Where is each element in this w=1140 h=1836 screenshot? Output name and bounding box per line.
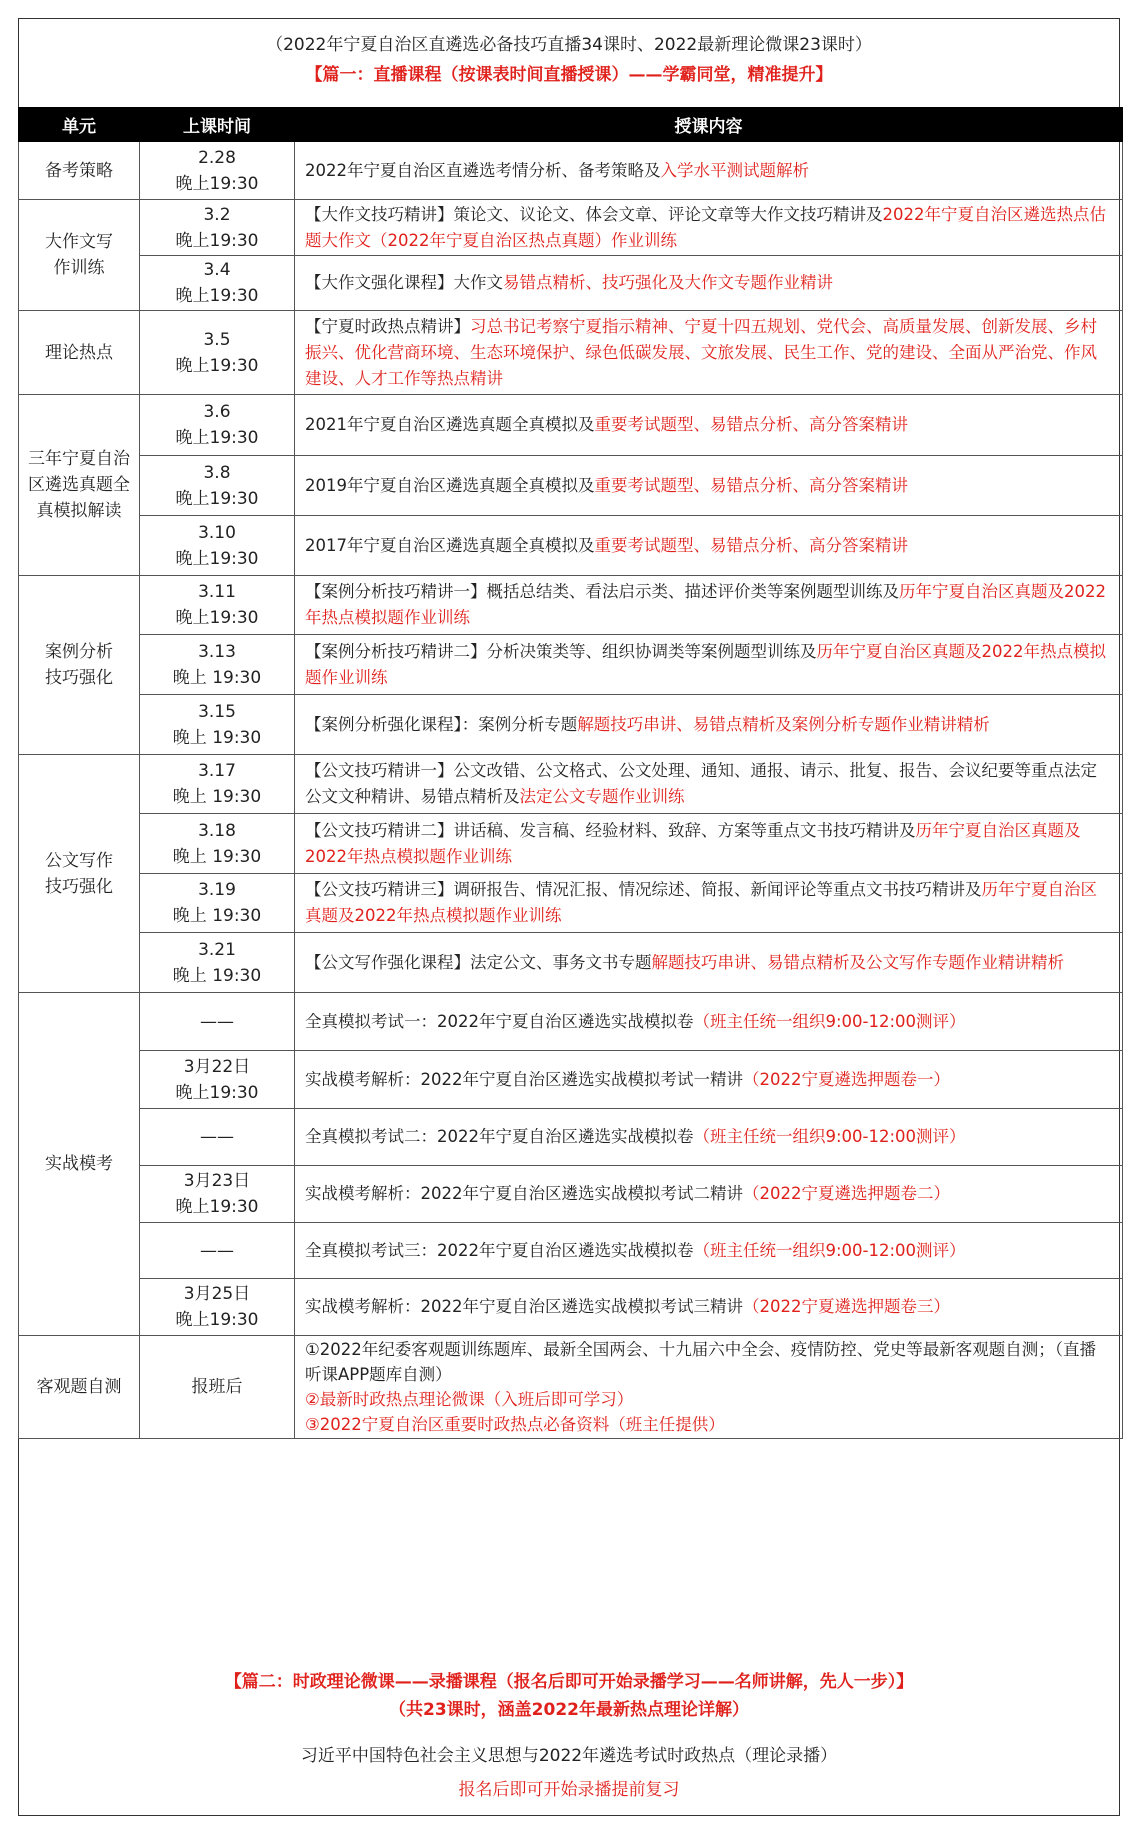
content-text: 【大作文强化课程】大作文 <box>305 273 503 292</box>
time-cell <box>140 933 295 993</box>
table-row <box>19 635 1123 695</box>
col-header-unit: 单元 <box>19 108 140 142</box>
time-cell <box>140 1051 295 1109</box>
content-cell <box>295 814 1123 874</box>
unit-cell <box>19 576 140 755</box>
clock: 晚上19:30 <box>175 548 259 569</box>
clock: 晚上 19:30 <box>172 965 262 986</box>
time-cell <box>140 456 295 516</box>
date: —— <box>200 1240 234 1261</box>
objective-item-2: ②最新时政热点理论微课（入班后即可学习） <box>305 1390 634 1409</box>
clock: 晚上19:30 <box>175 608 259 628</box>
schedule-table <box>18 107 1123 1439</box>
date: 3.5 <box>203 329 231 350</box>
content-text: 【案例分析技巧精讲一】概括总结类、看法启示类、描述评价类等案例题型训练及 <box>305 582 899 601</box>
content-text: 实战模考解析：2022年宁夏自治区遴选实战模拟考试三精讲 <box>305 1297 743 1316</box>
content-cell <box>295 1223 1123 1279</box>
content-highlight: 重要考试题型、易错点分析、高分答案精讲 <box>594 415 908 434</box>
time-cell <box>140 516 295 576</box>
date: 3.2 <box>203 204 231 225</box>
content-text: 【公文技巧精讲二】讲话稿、发言稿、经验材料、致辞、方案等重点文书技巧精讲及 <box>305 820 916 840</box>
date: 3.13 <box>198 641 236 662</box>
date: 2.28 <box>198 147 236 168</box>
section1-title: 【篇一：直播课程（按课表时间直播授课）——学霸同堂，精准提升】 <box>305 65 833 85</box>
date: 3月23日 <box>183 1171 251 1191</box>
content-text: 【公文写作强化课程】法定公文、事务文书专题 <box>305 952 652 972</box>
date: 3.6 <box>203 402 231 422</box>
unit-cell: 理论热点 <box>19 311 140 395</box>
unit-label: 大作文写作训练 <box>45 232 113 278</box>
col-header-content: 授课内容 <box>295 108 1123 142</box>
date: 3.17 <box>198 761 236 781</box>
unit-cell <box>19 200 140 311</box>
clock: 晚上19:30 <box>175 1310 259 1330</box>
unit-cell <box>19 755 140 993</box>
clock: 晚上19:30 <box>175 230 259 251</box>
date: 3月22日 <box>183 1056 251 1077</box>
objective-item-1: ①2022年纪委客观题训练题库、最新全国两会、十九届六中全会、疫情防控、党史等最新客观题自测；（直播听课APP题库自测） <box>305 1340 1097 1384</box>
date: —— <box>200 1011 234 1032</box>
table-row <box>19 814 1123 874</box>
content-text: 2019年宁夏自治区遴选真题全真模拟及 <box>305 475 595 495</box>
content-text: 【案例分析强化课程】：案例分析专题 <box>305 714 578 734</box>
unit-label: 案例分析技巧强化 <box>45 642 113 688</box>
time-cell <box>140 1166 295 1223</box>
time-cell <box>140 200 295 256</box>
content-text: 【公文技巧精讲三】调研报告、情况汇报、情况综述、简报、新闻评论等重点文书技巧精讲及 <box>305 880 982 899</box>
content-highlight: 2022年宁夏自治区遴选热点估题大作文（2022年宁夏自治区热点真题）作业训练 <box>305 204 1106 250</box>
unit-cell: 备考策略 <box>19 142 140 200</box>
date: 3.11 <box>198 582 236 602</box>
time-cell <box>140 311 295 395</box>
unit-label: 三年宁夏自治区遴选真题全真模拟解读 <box>28 449 130 521</box>
content-highlight: 解题技巧串讲、易错点精析及案例分析专题作业精讲精析 <box>577 714 990 734</box>
clock: 晚上19:30 <box>175 1082 259 1103</box>
table-row <box>19 695 1123 755</box>
content-cell <box>295 993 1123 1051</box>
table-row <box>19 456 1123 516</box>
clock: 晚上19:30 <box>175 173 259 194</box>
document-footer <box>18 1668 1120 1804</box>
time-cell: 报班后 <box>140 1336 295 1439</box>
content-cell <box>295 635 1123 695</box>
table-row <box>19 933 1123 993</box>
content-highlight: 习总书记考察宁夏指示精神、宁夏十四五规划、党代会、高质量发展、创新发展、乡村振兴、优化营商环境、生态环境保护、绿色低碳发展、文旅发展、民生工作、党的建设、全面从严治党、作风建设、人才工作等热点精讲 <box>305 316 1097 388</box>
table-row <box>19 256 1123 311</box>
table-row <box>19 1051 1123 1109</box>
date: 3.10 <box>198 522 236 543</box>
date: 3.8 <box>203 462 231 483</box>
date: 3.19 <box>198 880 236 900</box>
date: —— <box>200 1127 234 1147</box>
content-text: 全真模拟考试二：2022年宁夏自治区遴选实战模拟卷 <box>305 1127 694 1146</box>
content-cell <box>295 516 1123 576</box>
table-row <box>19 1336 1123 1439</box>
table-row <box>19 874 1123 933</box>
content-cell <box>295 456 1123 516</box>
time-cell <box>140 635 295 695</box>
unit-cell: 客观题自测 <box>19 1336 140 1439</box>
document-header <box>18 30 1120 90</box>
clock: 晚上 19:30 <box>172 906 262 926</box>
date: 3月25日 <box>183 1284 251 1304</box>
content-cell <box>295 256 1123 311</box>
content-highlight: 重要考试题型、易错点分析、高分答案精讲 <box>594 475 908 495</box>
content-text: 全真模拟考试一：2022年宁夏自治区遴选实战模拟卷 <box>305 1011 694 1031</box>
content-cell <box>295 1051 1123 1109</box>
content-cell <box>295 1279 1123 1336</box>
content-highlight: （班主任统一组织9:00-12:00测评） <box>693 1127 966 1146</box>
time-cell <box>140 695 295 755</box>
recorded-course-note: 报名后即可开始录播提前复习 <box>458 1780 680 1800</box>
table-row <box>19 516 1123 576</box>
table-header-row <box>19 108 1123 142</box>
content-text: 实战模考解析：2022年宁夏自治区遴选实战模拟考试一精讲 <box>305 1069 743 1089</box>
content-text: 2017年宁夏自治区遴选真题全真模拟及 <box>305 535 595 555</box>
col-header-time: 上课时间 <box>140 108 295 142</box>
content-cell <box>295 142 1123 200</box>
content-highlight: （班主任统一组织9:00-12:00测评） <box>693 1240 966 1260</box>
unit-cell: 实战模考 <box>19 993 140 1336</box>
content-cell <box>295 311 1123 395</box>
content-highlight: 历年宁夏自治区真题及2022年热点模拟题作业训练 <box>305 820 1081 866</box>
content-cell <box>295 576 1123 635</box>
content-highlight: （2022宁夏遴选押题卷二） <box>743 1184 950 1203</box>
table-row <box>19 1109 1123 1166</box>
table-row <box>19 1279 1123 1336</box>
content-cell <box>295 395 1123 456</box>
date: 3.4 <box>203 260 231 280</box>
content-highlight: 入学水平测试题解析 <box>660 160 809 180</box>
table-row <box>19 395 1123 456</box>
time-cell <box>140 1223 295 1279</box>
table-row <box>19 142 1123 200</box>
content-text: 2021年宁夏自治区遴选真题全真模拟及 <box>305 415 595 434</box>
time-cell <box>140 874 295 933</box>
table-row <box>19 576 1123 635</box>
date: 3.18 <box>198 820 236 841</box>
section2-title: 【篇二：时政理论微课——录播课程（报名后即可开始录播学习——名师讲解，先人一步）】 <box>224 1672 914 1692</box>
content-highlight: 解题技巧串讲、易错点精析及公文写作专题作业精讲精析 <box>651 952 1064 972</box>
time-cell <box>140 256 295 311</box>
content-highlight: （班主任统一组织9:00-12:00测评） <box>693 1011 966 1031</box>
time-cell <box>140 142 295 200</box>
content-highlight: 重要考试题型、易错点分析、高分答案精讲 <box>594 535 908 555</box>
date: 3.21 <box>198 939 236 960</box>
unit-cell <box>19 395 140 576</box>
time-cell <box>140 993 295 1051</box>
clock: 晚上19:30 <box>175 488 259 509</box>
time-cell <box>140 1279 295 1336</box>
table-row <box>19 1166 1123 1223</box>
content-highlight: 法定公文专题作业训练 <box>519 787 685 806</box>
table-row <box>19 200 1123 256</box>
time-cell <box>140 1109 295 1166</box>
content-highlight: （2022宁夏遴选押题卷一） <box>743 1069 950 1089</box>
content-cell <box>295 1166 1123 1223</box>
content-cell <box>295 1336 1123 1439</box>
clock: 晚上 19:30 <box>172 667 262 688</box>
time-cell <box>140 395 295 456</box>
content-text: 【案例分析技巧精讲二】分析决策类等、组织协调类等案例题型训练及 <box>305 641 817 661</box>
table-row <box>19 755 1123 814</box>
content-highlight: （2022宁夏遴选押题卷三） <box>743 1297 950 1316</box>
content-cell <box>295 933 1123 993</box>
content-highlight: 历年宁夏自治区真题及2022年热点模拟题作业训练 <box>305 641 1106 687</box>
content-cell <box>295 200 1123 256</box>
clock: 晚上 19:30 <box>172 787 262 807</box>
content-text: 【大作文技巧精讲】策论文、议论文、体会文章、评论文章等大作文技巧精讲及 <box>305 204 883 224</box>
content-text: 【宁夏时政热点精讲】 <box>305 316 470 336</box>
table-row <box>19 311 1123 395</box>
course-subtitle: （2022年宁夏自治区直遴选必备技巧直播34课时、2022最新理论微课23课时） <box>266 35 872 55</box>
clock: 晚上 19:30 <box>172 846 262 867</box>
clock: 晚上 19:30 <box>172 727 262 748</box>
recorded-course-title: 习近平中国特色社会主义思想与2022年遴选考试时政热点（理论录播） <box>300 1746 838 1766</box>
section2-note: （共23课时，涵盖2022年最新热点理论详解） <box>389 1700 749 1720</box>
table-row <box>19 1223 1123 1279</box>
table-row <box>19 993 1123 1051</box>
content-cell <box>295 695 1123 755</box>
time-cell <box>140 576 295 635</box>
content-text: 实战模考解析：2022年宁夏自治区遴选实战模拟考试二精讲 <box>305 1184 743 1203</box>
clock: 晚上19:30 <box>175 286 259 306</box>
content-highlight: 易错点精析、技巧强化及大作文专题作业精讲 <box>503 273 833 292</box>
time-cell <box>140 755 295 814</box>
content-cell <box>295 755 1123 814</box>
content-cell <box>295 874 1123 933</box>
content-highlight: 历年宁夏自治区真题及2022年热点模拟题作业训练 <box>305 582 1106 627</box>
content-cell <box>295 1109 1123 1166</box>
clock: 晚上19:30 <box>175 428 259 448</box>
objective-item-3: ③2022宁夏自治区重要时政热点必备资料（班主任提供） <box>305 1415 725 1434</box>
clock: 晚上19:30 <box>175 355 259 376</box>
content-text: 【公文技巧精讲一】公文改错、公文格式、公文处理、通知、通报、请示、批复、报告、会议纪要等重点法定公文文种精讲、易错点精析及 <box>305 761 1097 806</box>
content-highlight: 历年宁夏自治区真题及2022年热点模拟题作业训练 <box>305 880 1097 925</box>
content-text: 2022年宁夏自治区直遴选考情分析、备考策略及 <box>305 160 661 180</box>
unit-label: 公文写作技巧强化 <box>45 850 113 897</box>
time-cell <box>140 814 295 874</box>
clock: 晚上19:30 <box>175 1197 259 1217</box>
date: 3.15 <box>198 701 236 722</box>
content-text: 全真模拟考试三：2022年宁夏自治区遴选实战模拟卷 <box>305 1240 694 1260</box>
